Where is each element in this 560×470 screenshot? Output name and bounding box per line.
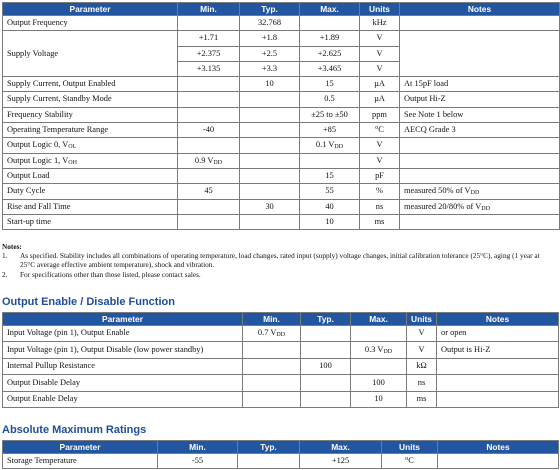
notes-cell: Output is Hi-Z bbox=[437, 342, 559, 358]
units-cell: kHz bbox=[360, 16, 400, 31]
section-title-output-enable: Output Enable / Disable Function bbox=[2, 296, 175, 308]
notes-title: Notes: bbox=[2, 242, 22, 251]
param-cell: Supply Current, Standby Mode bbox=[3, 92, 178, 107]
max-cell: +125 bbox=[300, 454, 382, 469]
param-cell: Supply Voltage bbox=[3, 31, 178, 77]
absolute-max-table bbox=[2, 440, 559, 469]
min-text: 0.7 V bbox=[257, 328, 277, 338]
subscript: DD bbox=[213, 159, 223, 166]
typ-cell bbox=[301, 342, 351, 358]
min-cell bbox=[178, 214, 240, 229]
units-text: C bbox=[378, 125, 384, 135]
note-number: 1. bbox=[2, 251, 8, 261]
max-cell: 15 bbox=[300, 168, 360, 183]
note-text: As specified. Stability includes all combinations of operating temperature, load changes, rated input (supply) voltage changes, initial calibration tolerance (25°C), aging (1 year at 25°C average effective ambient temperature), shock and vibration. bbox=[20, 251, 540, 270]
units-cell: V bbox=[360, 46, 400, 61]
units-cell: ns bbox=[407, 375, 437, 391]
param-cell: Internal Pullup Resistance bbox=[3, 358, 243, 374]
notes-cell bbox=[400, 184, 560, 199]
typ-cell: 100 bbox=[301, 358, 351, 374]
max-text: 0.1 V bbox=[315, 140, 335, 150]
notes-text: measured 20/80% of V bbox=[404, 201, 482, 211]
max-cell: 10 bbox=[300, 214, 360, 229]
min-cell: -40 bbox=[178, 123, 240, 138]
units-cell: ms bbox=[407, 391, 437, 407]
table-header-row bbox=[3, 3, 560, 16]
max-cell: 10 bbox=[351, 391, 407, 407]
param-cell: Duty Cycle bbox=[3, 184, 178, 199]
min-cell bbox=[178, 199, 240, 214]
units-cell: µA bbox=[360, 92, 400, 107]
notes-cell bbox=[400, 168, 560, 183]
notes-cell: AECQ Grade 3 bbox=[400, 123, 560, 138]
table-row bbox=[3, 123, 560, 138]
header-parameter: Parameter bbox=[3, 441, 158, 454]
table-row bbox=[3, 184, 560, 199]
min-cell bbox=[178, 153, 240, 168]
param-cell: Start-up time bbox=[3, 214, 178, 229]
param-cell bbox=[3, 153, 178, 168]
table-row bbox=[3, 138, 560, 153]
max-cell: 15 bbox=[300, 77, 360, 92]
units-cell: V bbox=[360, 61, 400, 76]
header-notes: Notes bbox=[437, 313, 559, 326]
table-header-row bbox=[3, 313, 559, 326]
header-max: Max. bbox=[300, 3, 360, 16]
header-typ: Typ. bbox=[301, 313, 351, 326]
table-row bbox=[3, 199, 560, 214]
max-cell: 40 bbox=[300, 199, 360, 214]
header-units: Units bbox=[360, 3, 400, 16]
notes-text: measured 50% of V bbox=[404, 186, 471, 196]
param-cell: Input Voltage (pin 1), Output Disable (low power standby) bbox=[3, 342, 243, 358]
notes-cell bbox=[437, 391, 559, 407]
typ-cell: +2.5 bbox=[240, 46, 300, 61]
typ-cell: 10 bbox=[240, 77, 300, 92]
min-cell: +3.135 bbox=[178, 61, 240, 76]
max-cell: ±25 to ±50 bbox=[300, 107, 360, 122]
param-cell: Input Voltage (pin 1), Output Enable bbox=[3, 326, 243, 342]
min-cell bbox=[178, 107, 240, 122]
typ-cell bbox=[240, 153, 300, 168]
param-cell: Output Frequency bbox=[3, 16, 178, 31]
notes-cell bbox=[437, 375, 559, 391]
notes-cell: Output Hi-Z bbox=[400, 92, 560, 107]
min-cell bbox=[243, 391, 301, 407]
max-cell: 55 bbox=[300, 184, 360, 199]
units-cell: V bbox=[360, 153, 400, 168]
units-cell bbox=[382, 454, 438, 469]
table-row bbox=[3, 77, 560, 92]
table-row bbox=[3, 31, 560, 46]
min-text: 0.9 V bbox=[194, 155, 214, 165]
typ-cell bbox=[240, 214, 300, 229]
table-row bbox=[3, 358, 559, 374]
max-cell: +3.465 bbox=[300, 61, 360, 76]
typ-cell bbox=[240, 138, 300, 153]
header-typ: Typ. bbox=[238, 441, 300, 454]
table-row bbox=[3, 16, 560, 31]
notes-cell bbox=[400, 31, 560, 77]
header-max: Max. bbox=[300, 441, 382, 454]
table-row bbox=[3, 326, 559, 342]
note-item bbox=[2, 270, 554, 279]
header-parameter: Parameter bbox=[3, 3, 178, 16]
min-cell bbox=[243, 342, 301, 358]
notes-cell bbox=[400, 16, 560, 31]
typ-cell bbox=[240, 107, 300, 122]
electrical-specs-table bbox=[2, 2, 560, 230]
min-cell bbox=[178, 77, 240, 92]
param-text: Output Logic 0, V bbox=[7, 140, 69, 150]
param-cell: Output Disable Delay bbox=[3, 375, 243, 391]
max-cell bbox=[351, 326, 407, 342]
param-text: Output Logic 1, V bbox=[7, 155, 69, 165]
param-cell: Output Enable Delay bbox=[3, 391, 243, 407]
max-cell bbox=[300, 138, 360, 153]
table-header-row bbox=[3, 441, 559, 454]
header-min: Min. bbox=[178, 3, 240, 16]
max-cell bbox=[351, 358, 407, 374]
param-cell: Supply Current, Output Enabled bbox=[3, 77, 178, 92]
max-cell: 0.5 bbox=[300, 92, 360, 107]
max-cell bbox=[300, 16, 360, 31]
units-cell: V bbox=[360, 138, 400, 153]
subscript: OH bbox=[68, 159, 77, 166]
min-cell: 45 bbox=[178, 184, 240, 199]
typ-cell bbox=[301, 326, 351, 342]
max-cell bbox=[300, 153, 360, 168]
output-enable-table bbox=[2, 312, 559, 408]
units-cell: µA bbox=[360, 77, 400, 92]
subscript: DD bbox=[470, 190, 480, 197]
units-cell: % bbox=[360, 184, 400, 199]
min-cell bbox=[178, 92, 240, 107]
units-cell bbox=[360, 123, 400, 138]
units-cell: ms bbox=[360, 214, 400, 229]
header-typ: Typ. bbox=[240, 3, 300, 16]
typ-cell: 32.768 bbox=[240, 16, 300, 31]
max-cell bbox=[351, 342, 407, 358]
notes-cell: or open bbox=[437, 326, 559, 342]
table-row bbox=[3, 214, 560, 229]
notes-cell bbox=[400, 138, 560, 153]
min-cell bbox=[178, 138, 240, 153]
notes-cell bbox=[400, 199, 560, 214]
subscript: DD bbox=[276, 332, 286, 339]
param-cell: Output Load bbox=[3, 168, 178, 183]
table-row bbox=[3, 375, 559, 391]
header-parameter: Parameter bbox=[3, 313, 243, 326]
max-cell: 100 bbox=[351, 375, 407, 391]
max-cell: +1.89 bbox=[300, 31, 360, 46]
min-cell bbox=[243, 358, 301, 374]
subscript: DD bbox=[383, 348, 393, 355]
typ-cell bbox=[301, 391, 351, 407]
notes-cell: See Note 1 below bbox=[400, 107, 560, 122]
min-cell: -55 bbox=[158, 454, 238, 469]
header-units: Units bbox=[407, 313, 437, 326]
typ-cell bbox=[238, 454, 300, 469]
header-min: Min. bbox=[243, 313, 301, 326]
units-cell: V bbox=[360, 31, 400, 46]
notes-cell: At 15pF load bbox=[400, 77, 560, 92]
subscript: OL bbox=[68, 144, 77, 151]
table-row bbox=[3, 92, 560, 107]
table-row bbox=[3, 168, 560, 183]
typ-cell: +1.8 bbox=[240, 31, 300, 46]
units-cell: ns bbox=[360, 199, 400, 214]
note-item bbox=[2, 251, 554, 269]
param-cell bbox=[3, 138, 178, 153]
header-units: Units bbox=[382, 441, 438, 454]
units-cell: pF bbox=[360, 168, 400, 183]
header-notes: Notes bbox=[438, 441, 559, 454]
typ-cell bbox=[240, 184, 300, 199]
param-cell: Rise and Fall Time bbox=[3, 199, 178, 214]
notes-cell bbox=[437, 358, 559, 374]
units-cell: V bbox=[407, 342, 437, 358]
min-cell bbox=[243, 375, 301, 391]
notes-block bbox=[2, 242, 554, 279]
table-row bbox=[3, 391, 559, 407]
param-cell: Storage Temperature bbox=[3, 454, 158, 469]
header-notes: Notes bbox=[400, 3, 560, 16]
note-number: 2. bbox=[2, 269, 8, 279]
table-row bbox=[3, 107, 560, 122]
max-cell: +2.625 bbox=[300, 46, 360, 61]
note-text: For specifications other than those listed, please contact sales. bbox=[20, 269, 201, 279]
typ-cell bbox=[240, 92, 300, 107]
typ-cell bbox=[301, 375, 351, 391]
min-cell bbox=[178, 168, 240, 183]
min-cell bbox=[178, 16, 240, 31]
header-max: Max. bbox=[351, 313, 407, 326]
typ-cell: 30 bbox=[240, 199, 300, 214]
units-text: C bbox=[408, 455, 414, 465]
units-cell: V bbox=[407, 326, 437, 342]
max-text: 0.3 V bbox=[364, 344, 384, 354]
typ-cell bbox=[240, 168, 300, 183]
degree-superscript: o bbox=[405, 455, 409, 462]
subscript: DD bbox=[334, 144, 344, 151]
table-row bbox=[3, 342, 559, 358]
typ-cell bbox=[240, 123, 300, 138]
notes-cell bbox=[400, 153, 560, 168]
notes-cell bbox=[400, 214, 560, 229]
param-cell: Operating Temperature Range bbox=[3, 123, 178, 138]
notes-cell bbox=[438, 454, 559, 469]
header-min: Min. bbox=[158, 441, 238, 454]
section-title-absolute-max: Absolute Maximum Ratings bbox=[2, 424, 147, 436]
max-cell: +85 bbox=[300, 123, 360, 138]
table-row bbox=[3, 153, 560, 168]
subscript: DD bbox=[481, 205, 490, 212]
typ-cell: +3.3 bbox=[240, 61, 300, 76]
param-cell: Frequency Stability bbox=[3, 107, 178, 122]
min-cell: +1.71 bbox=[178, 31, 240, 46]
min-cell bbox=[243, 326, 301, 342]
units-cell: ppm bbox=[360, 107, 400, 122]
degree-superscript: o bbox=[375, 125, 379, 132]
table-row bbox=[3, 454, 559, 469]
units-cell: kΩ bbox=[407, 358, 437, 374]
min-cell: +2.375 bbox=[178, 46, 240, 61]
